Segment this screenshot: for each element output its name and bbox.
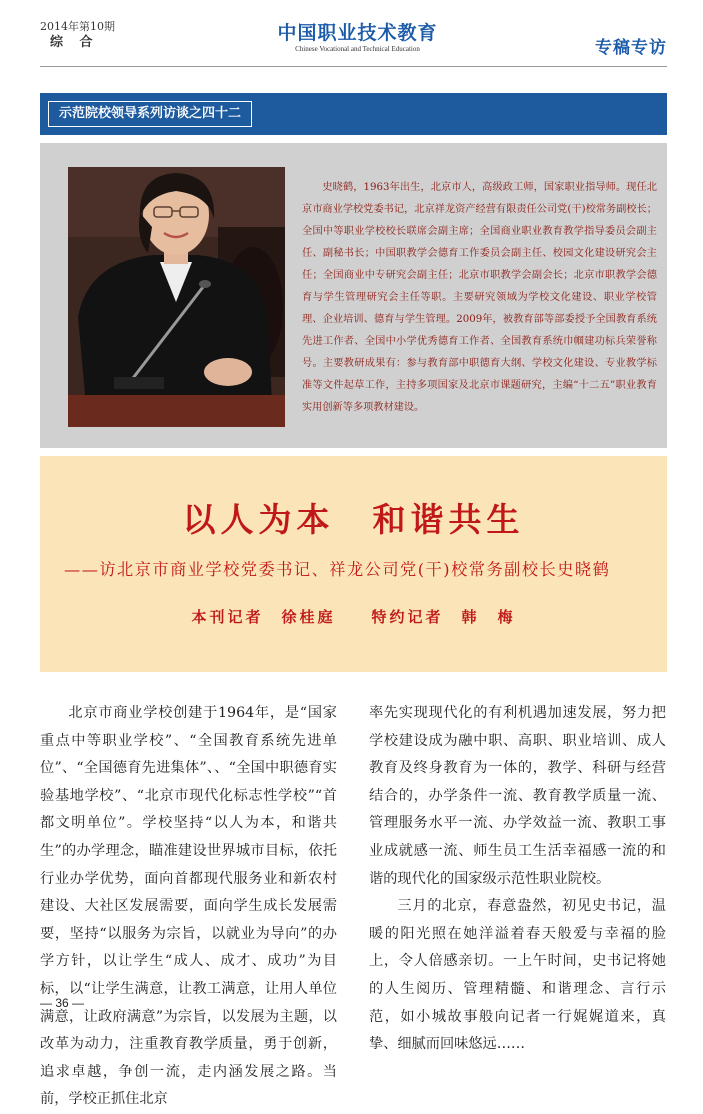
article-title: 以人为本 和谐共生 (182, 500, 525, 539)
article-byline: 本刊记者 徐桂庭 特约记者 韩 梅 (191, 608, 516, 626)
header-divider (40, 66, 667, 67)
bio-text: 史晓鹤，1963年出生，北京市人，高级政工师，国家职业指导师。现任北京市商业学校党委书记，北京祥龙资产经营有限责任公司党(干)校常务副校长；全国中等职业学校校长联席会副主席；全国商业职业教育教学指导委员会副主任、副秘书长；中国职教学会德育工作委员会副主任、校园文化建设研究会主任；全国商业中专研究会副主任；北京市职教学会副会长；北京市职教学会德育与学生管理研究会主任等职。主要研究领域为学校文化建设、职业学校管理、企业培训、德育与学生管理。2009年，被教育部等部委授予全国教育系统先进工作者、全国中小学优秀德育工作者、全国教育系统巾帼建功标兵荣誉称号。主要教研成果有：参与教育部中职德育大纲、学校文化建设、专业教学标准等文件起草工作，主持多项国家及北京市课题研究，主编“十二五”职业教育实用创新等多项教材建设。 (302, 182, 657, 413)
column-label: 专稿专访 (595, 38, 667, 58)
issue-info (40, 20, 120, 52)
body-paragraph-continued: 率先实现现代化的有利机遇加速发展，努力把学校建设成为融中职、高职、职业培训、成人教育及终身教育为一体的，教学、科研与经营结合的，办学条件一流、教育教学质量一流、管理服务水平一流、办学效益一流、教职工事业成就感一流、师生员工生活幸福感一流的和谐的现代化的国家级示范性职业院校。 (369, 705, 666, 887)
article-subtitle: ——访北京市商业学校党委书记、祥龙公司党(干)校常务副校长史晓鹤 (64, 560, 611, 579)
body-column-left (40, 700, 337, 1114)
journal-english-title: Chinese Vocational and Technical Education (295, 45, 420, 53)
body-paragraph: 北京市商业学校创建于1964年，是“国家重点中等职业学校”、“全国教育系统先进单位”、“全国德育先进集体”、、“全国中职德育实验基地学校”、“北京市现代化标志性学校”“首都文明单位”。学校坚持“以人为本，和谐共生”的办学理念，瞄准建设世界城市目标，依托行业办学优势，面向首都现代服务业和新农村建设、大社区发展需要，面向学生成长发展需要，坚持“以服务为宗旨，以就业为导向”的办学方针，以让学生“成人、成才、成功”为目标，以“让学生满意，让教工满意，让用人单位满意，让政府满意”为宗旨，以发展为主题，以改革为动力，注重教育教学质量，勇于创新，追求卓越，争创一流，走内涵发展之路。当前，学校正抓住北京 (40, 705, 337, 1108)
series-banner (40, 93, 667, 135)
body-column-right (369, 700, 666, 1059)
series-label: 示范院校领导系列访谈之四十二 (48, 101, 252, 127)
section-label: 综 合 (50, 35, 99, 50)
bio-panel (40, 143, 667, 448)
title-panel (40, 456, 667, 672)
page-number: — 36 — (40, 996, 85, 1010)
body-paragraph: 三月的北京，春意盎然，初见史书记，温暖的阳光照在她洋溢着春天般爱与幸福的脸上，令人倍感亲切。一上午时间，史书记将她的人生阅历、管理精髓、和谐理念、言行示范，如小城故事般向记者一行娓娓道来，真挚、细腻而回味悠远…… (369, 898, 666, 1053)
portrait-photo (68, 167, 285, 427)
issue-number: 2014年第10期 (40, 20, 115, 33)
journal-title: 中国职业技术教育 (277, 22, 438, 44)
journal-masthead (270, 22, 445, 54)
portrait-illustration (68, 167, 285, 427)
